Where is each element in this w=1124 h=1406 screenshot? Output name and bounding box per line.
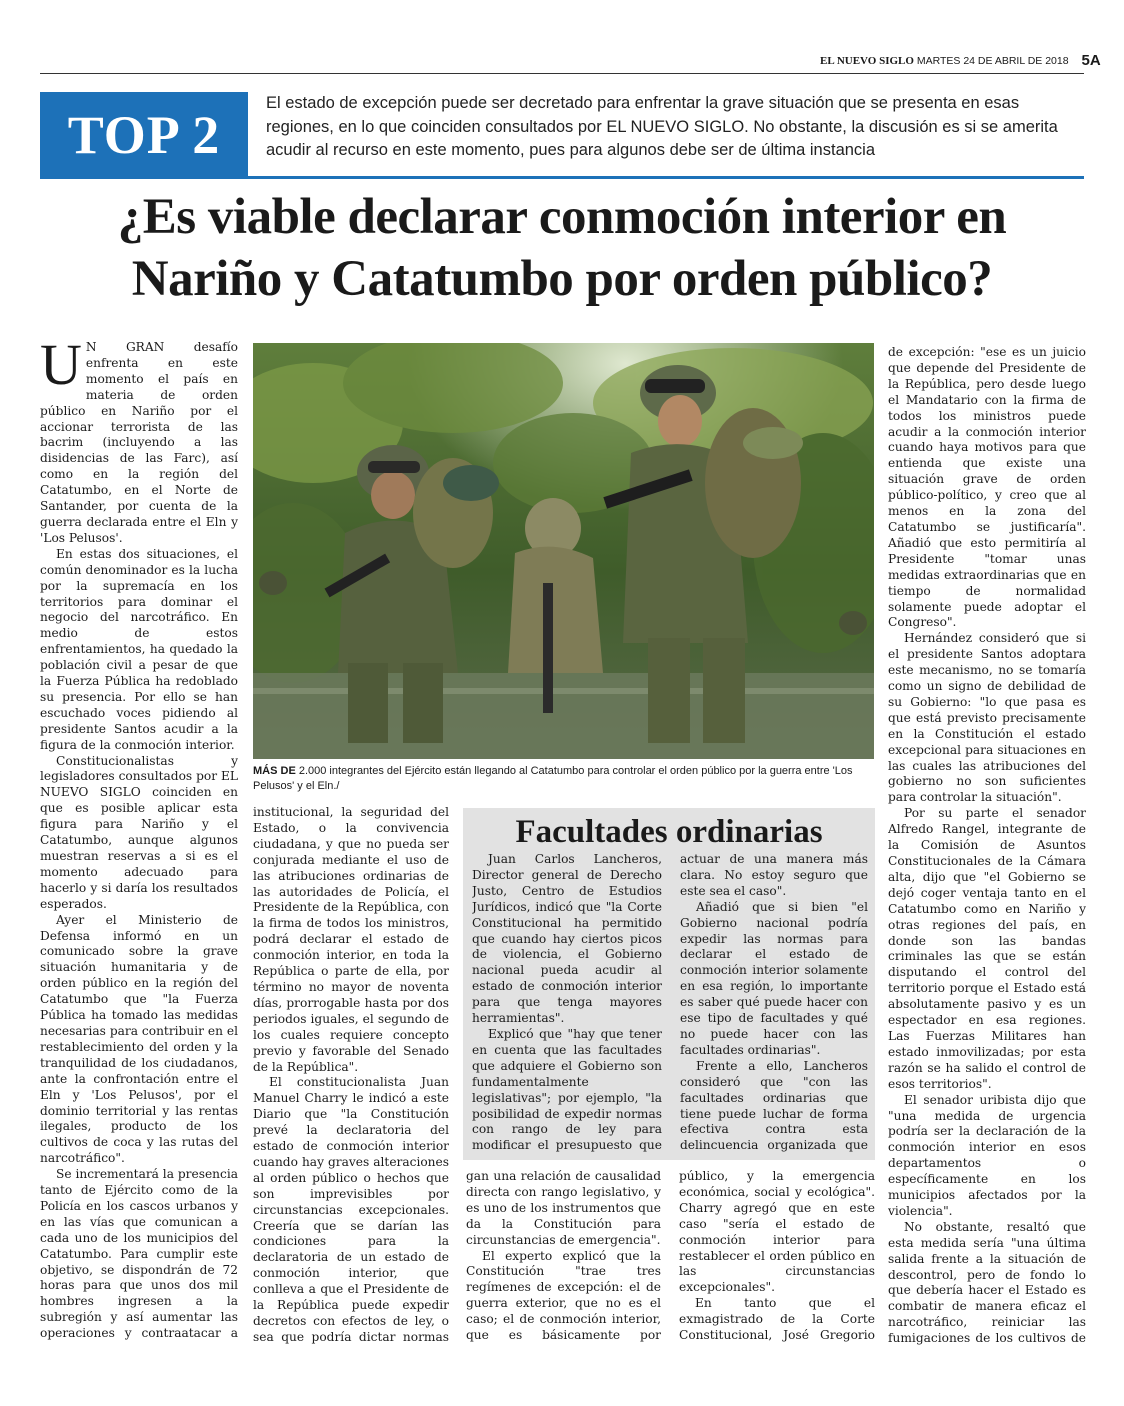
paragraph: El constitucionalista Juan Manuel Charry le indicó a este Diario que "la Constitución prevé la declaratoria del estado de conmoción interior cuando hay graves alteraciones al orden público o hechos que son imprevisibles por circunstancias excepcionales. Creería que se darían las condiciones para la declaratoria de un estado de conmoción interior, que conlleva a que el Presidente de la República puede expedir decretos con efectos de ley, o sea que podría dictar normas (253, 1075, 449, 1344)
paragraph: de excepción: "ese es un juicio que depende del Presidente de la República, pero desde luego el Mandatario con la firma de todos los ministros puede acudir a la conmoción interior cuando haya motivos para que entienda que existe una situación grave de orden público-político, y creo que al menos en la zona del Catatumbo se justificaría". Añadió que esto permitiría al Presidente "tomar unas medidas extraordinarias que en tiempo de normalidad solamente puede adoptar el Congreso". (888, 345, 1086, 630)
paragraph: Ayer el Ministerio de Defensa informó en un comunicado sobre la grave situación humanitaria y de orden público en la región del Catatumbo que "la Fuerza Pública ha tomado las medidas necesarias para contribuir en el restablecimiento del orden y la tranquilidad de los ciudadanos, ante la confrontación entre el Eln y 'Los Pelusos', por el dominio territorial y las rentas ilegales, producto de los cultivos de coca y las rutas del narcotráfico". (40, 912, 238, 1166)
sidebar-column-2 (680, 852, 868, 1152)
header-rule (40, 73, 1084, 74)
section-tag (40, 92, 248, 178)
paragraph: El experto explicó que la Constitución "trae tres regímenes de excepción: el de guerra exterior, que no es el caso; el de conmoción interior, que es básicamente por (466, 1248, 661, 1343)
paragraph: No obstante, resaltó que esta medida sería "una última salida frente a la situación de descontrol, pero de fondo lo que debería hacer el Estado es combatir de manera eficaz el narcotráfico, reiniciar las fumigaciones de los cultivos de (888, 1219, 1086, 1345)
paragraph: N GRAN desafío enfrenta en este momento el país en materia de orden público en Nariño por el accionar terrorista de las bacrim (incluyendo a las disidencias de las Farc), así como en la región del Catatumbo, en el Norte de Santander, por cuenta de la guerra declarada entre el Eln y 'Los Pelusos'. (40, 340, 238, 545)
paragraph: actuar de una manera más clara. No estoy seguro que este sea el caso". (680, 852, 868, 898)
paragraph: Juan Carlos Lancheros, Director general de Derecho Justo, Centro de Estudios Jurídicos, indicó que "la Corte Constitucional ha permitido que cuando hay ciertos picos de violencia, el Gobierno nacional pueda acudir al estado de conmoción interior para que tenga mayores herramientas". (472, 852, 662, 1026)
photo-caption (253, 764, 874, 800)
masthead (820, 52, 1101, 74)
sidebar-column-1 (472, 852, 662, 1152)
news-photo (253, 343, 874, 759)
article-column-2 (253, 805, 449, 1345)
kicker-rule (40, 176, 1084, 179)
issue-date: MARTES 24 DE ABRIL DE 2018 (916, 55, 1069, 67)
article-column-1 (40, 340, 238, 1340)
paragraph: Hernández consideró que si el presidente Santos adoptara este mecanismo, no se tomaría como un signo de debilidad de su Gobierno: "lo que pasa es que está previsto precisamente en la Constitución el estado excepcional para situaciones en las cuales las atribuciones del gobierno no son suficientes para controlar la situación". (888, 631, 1086, 805)
headline: ¿Es viable declarar conmoción interior en Nariño y Catatumbo por orden público? (117, 189, 1007, 307)
paragraph: Explicó que "hay que tener en cuenta que las facultades que adquiere el Gobierno son fundamentalmente legislativas"; por ejemplo, "la posibilidad de expedir normas con rango de ley para modificar el presupuesto que (472, 1026, 662, 1152)
paragraph: Añadió que si bien "el Gobierno nacional podría expedir las normas para declarar el estado de conmoción interior solamente en esa región, lo importante es saber qué puede hacer con ese tipo de facultades y qué no puede hacer con las facultades ordinarias". (680, 899, 868, 1057)
page-number: 5A (1081, 52, 1101, 69)
kicker: El estado de excepción puede ser decretado para enfrentar la grave situación que se presenta en esas regiones, en lo que coinciden consultados por EL NUEVO SIGLO. No obstante, la discusión es si se amerita acudir al recurso en este momento, pues para algunos debe ser de última instancia (266, 94, 1058, 159)
soldiers-jungle-photo (253, 343, 874, 759)
paragraph: Constitucionalistas y legisladores consultados por EL NUEVO SIGLO coinciden en que es posible aplicar esta figura para Nariño y el Catatumbo, aunque algunos muestran reservas a si es el momento adecuado para hacerlo y si daría los resultados esperados. (40, 753, 238, 911)
section-tag-label: TOP 2 (67, 105, 221, 165)
sidebar-title: Facultades ordinarias (515, 814, 823, 850)
paragraph: institucional, la seguridad del Estado, o la convivencia ciudadana, y que no pueda ser conjurada mediante el uso de las atribuciones ordinarias de las autoridades de Policía, el Presidente de la República, con la firma de todos los ministros, podrá declarar el estado de conmoción interior, en toda la República o parte de ella, por término no mayor de noventa días, prorrogable hasta por dos periodos iguales, el segundo de los cuales requiere concepto previo y favorable del Senado de la República". (253, 805, 449, 1074)
article-column-5 (888, 345, 1086, 1345)
paragraph: El senador uribista dijo que "una medida de urgencia podría ser la declaración de la conmoción interior en esos departamentos o específicamente en los municipios afectados por la violencia". (888, 1092, 1086, 1218)
caption-lead: MÁS DE (253, 765, 296, 777)
paragraph: En estas dos situaciones, el común denominador es la lucha por la supremacía en los territorios para dominar el negocio del narcotráfico. En medio de estos enfrentamientos, ha quedado la población civil a pesar de que la Fuerza Pública ha redoblado su presencia. Por ello se han escuchado voces pidiendo al presidente Santos acudir a la figura de la conmoción interior. (40, 546, 238, 752)
paragraph: público, y la emergencia económica, social y ecológica". Charry agregó que en este caso "sería el estado de conmoción interior para restablecer el orden público en las circunstancias excepcionales". (679, 1169, 875, 1295)
paragraph: gan una relación de causalidad directa con rango legislativo, y es uno de los instrumentos que da la Constitución para circunstancias de emergencia". (466, 1169, 661, 1247)
drop-cap: U (40, 340, 82, 397)
article-column-4 (679, 1169, 875, 1344)
paragraph: Por su parte el senador Alfredo Rangel, integrante de la Comisión de Asuntos Constitucionales de la Cámara alta, dijo que "el Gobierno se dejó coger ventaja tanto en el Catatumbo como en Nariño y otras regiones del país, en donde son las bandas criminales las que se están disputando el control del territorio porque el Estado está absolutamente pasivo y es un espectador en esa regiones. Las Fuerzas Militares han estado inmovilizadas; por esta razón se ha salido el control de esos territorios". (888, 806, 1086, 1091)
paragraph: En tanto que el exmagistrado de la Corte Constitucional, José Gregorio (679, 1296, 875, 1343)
article-column-3 (466, 1169, 661, 1344)
caption-text: 2.000 integrantes del Ejército están llegando al Catatumbo para controlar el orden público por la guerra entre 'Los Pelusos' y el Eln./ (253, 765, 853, 792)
paragraph: Frente a ello, Lancheros consideró que "con las facultades ordinarias que tiene puede luchar de forma efectiva contra esta delincuencia organizada que (680, 1058, 868, 1152)
paragraph: Se incrementará la presencia tanto de Ejército como de la Policía en los cascos urbanos y en las vías que comunican a cada uno de los municipios del Catatumbo. Para cumplir este objetivo, se dispondrán de 72 horas para que unos dos mil hombres ingresen a la subregión y así aumentar las operaciones y contraatacar a (40, 1167, 238, 1340)
newspaper-name: EL NUEVO SIGLO (820, 55, 914, 67)
